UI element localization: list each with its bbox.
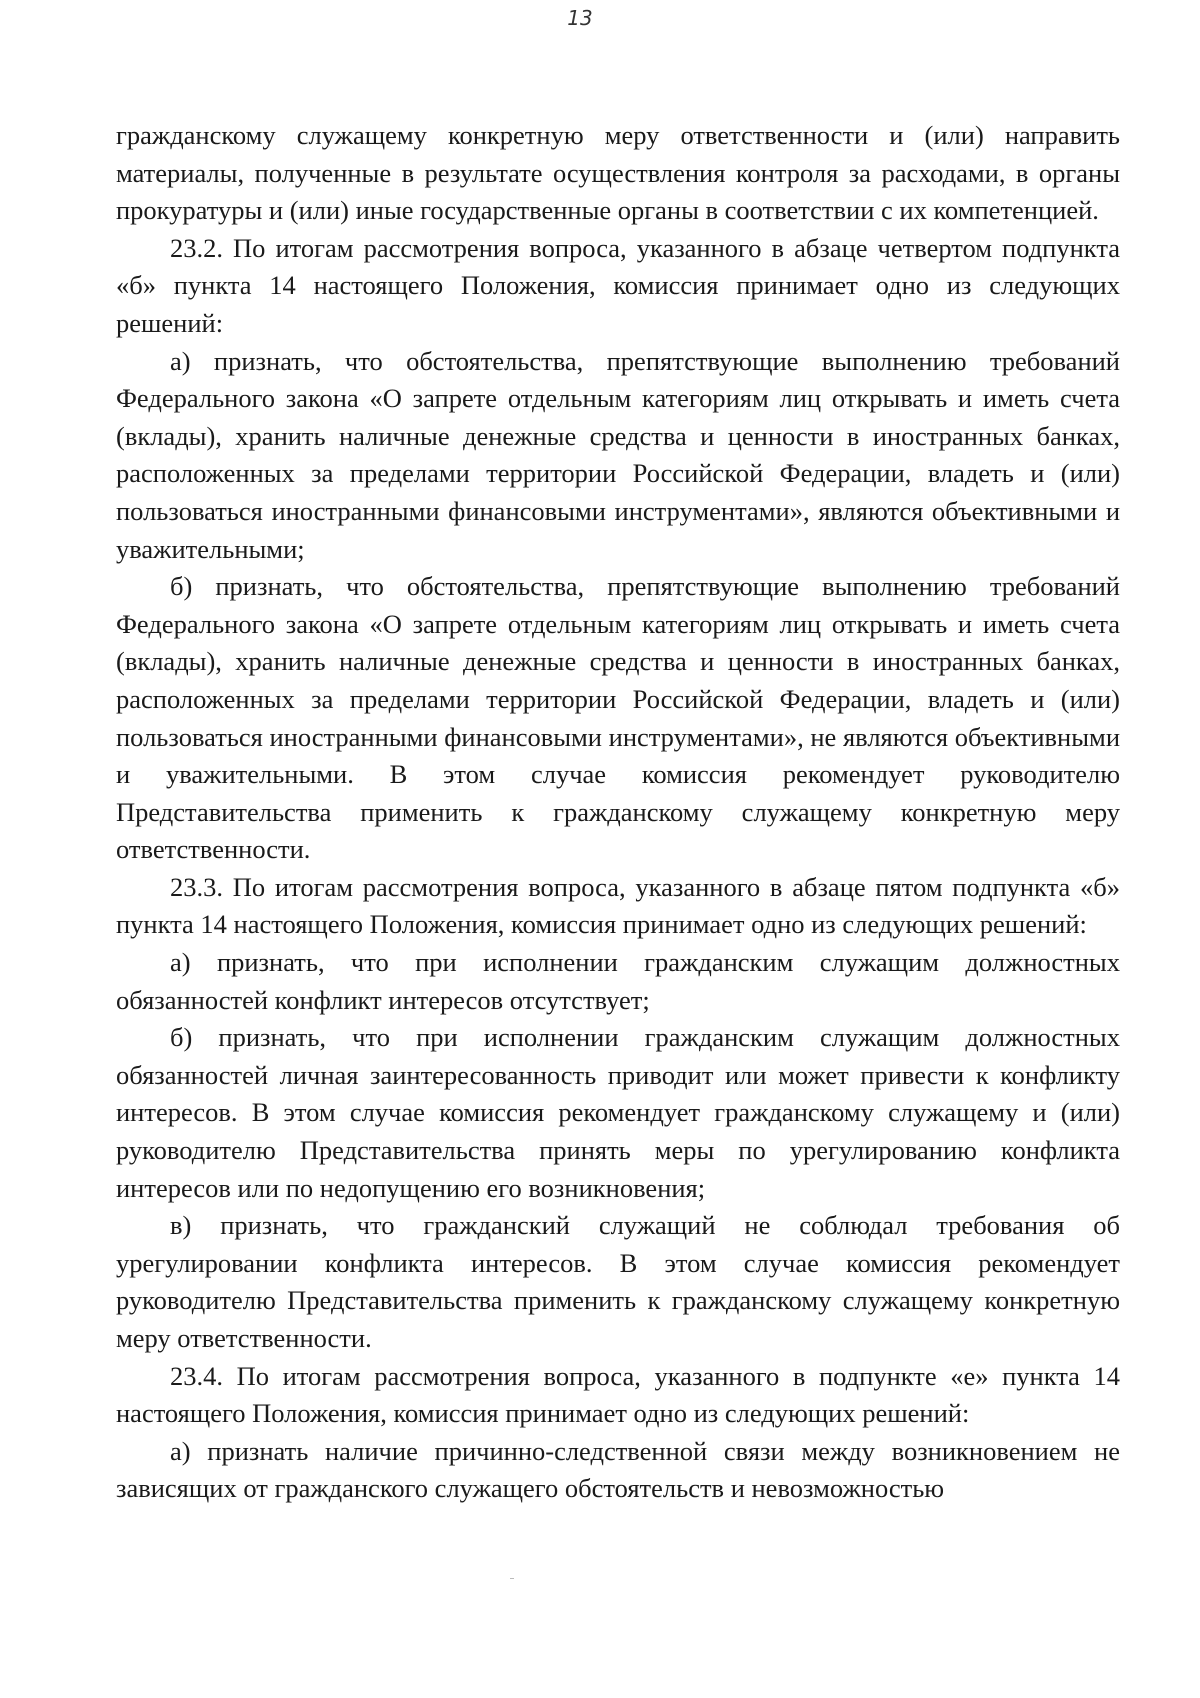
paragraph-continuation: гражданскому служащему конкретную меру ответственности и (или) направить материалы, полученные в результате осуществления контроля за расходами, в органы прокуратуры и (или) иные государственные органы в соответствии с их компетенцией. <box>116 120 1120 226</box>
paragraph-23-3-b: б) признать, что при исполнении гражданским служащим должностных обязанностей личная заинтересованность приводит или может привести к конфликту интересов. В этом случае комиссия рекомендует гражданскому служащему и (или) руководителю Представительства принять меры по урегулированию конфликта интересов или по недопущению его возникновения; <box>116 1022 1120 1203</box>
paragraph-23-3-a: а) признать, что при исполнении гражданским служащим должностных обязанностей конфликт интересов отсутствует; <box>116 947 1120 1015</box>
page-number: 13 <box>567 6 593 30</box>
paragraph-23-2-b: б) признать, что обстоятельства, препятствующие выполнению требований Федерального закона «О запрете отдельным категориям лиц открывать и иметь счета (вклады), хранить наличные денежные средства и ценности в иностранных банках, расположенных за пределами территории Российской Федерации, владеть и (или) пользоваться иностранными финансовыми инструментами», не являются объективными и уважительными. В этом случае комиссия рекомендует руководителю Представительства применить к гражданскому служащему конкретную меру ответственности. <box>116 571 1120 865</box>
scan-speck <box>510 1578 514 1579</box>
paragraph-23-2-a: а) признать, что обстоятельства, препятствующие выполнению требований Федерального закона «О запрете отдельным категориям лиц открывать и иметь счета (вклады), хранить наличные денежные средства и ценности в иностранных банках, расположенных за пределами территории Российской Федерации, владеть и (или) пользоваться иностранными финансовыми инструментами», являются объективными и уважительными; <box>116 345 1120 564</box>
document-body <box>116 117 1120 1508</box>
paragraph-23-4: 23.4. По итогам рассмотрения вопроса, указанного в подпункте «е» пункта 14 настоящего Положения, комиссия принимает одно из следующих решений: <box>116 1360 1120 1429</box>
paragraph-23-4-a: а) признать наличие причинно-следственной связи между возникновением не зависящих от гражданского служащего обстоятельств и невозможностью <box>116 1435 1120 1504</box>
paragraph-23-3: 23.3. По итогам рассмотрения вопроса, указанного в абзаце пятом подпункта «б» пункта 14 настоящего Положения, комиссия принимает одно из следующих решений: <box>116 871 1120 940</box>
paragraph-23-2: 23.2. По итогам рассмотрения вопроса, указанного в абзаце четвертом подпункта «б» пункта 14 настоящего Положения, комиссия принимает одно из следующих решений: <box>116 232 1120 338</box>
paragraph-23-3-v: в) признать, что гражданский служащий не соблюдал требования об урегулировании конфликта интересов. В этом случае комиссия рекомендует руководителю Представительства применить к гражданскому служащему конкретную меру ответственности. <box>116 1210 1120 1353</box>
